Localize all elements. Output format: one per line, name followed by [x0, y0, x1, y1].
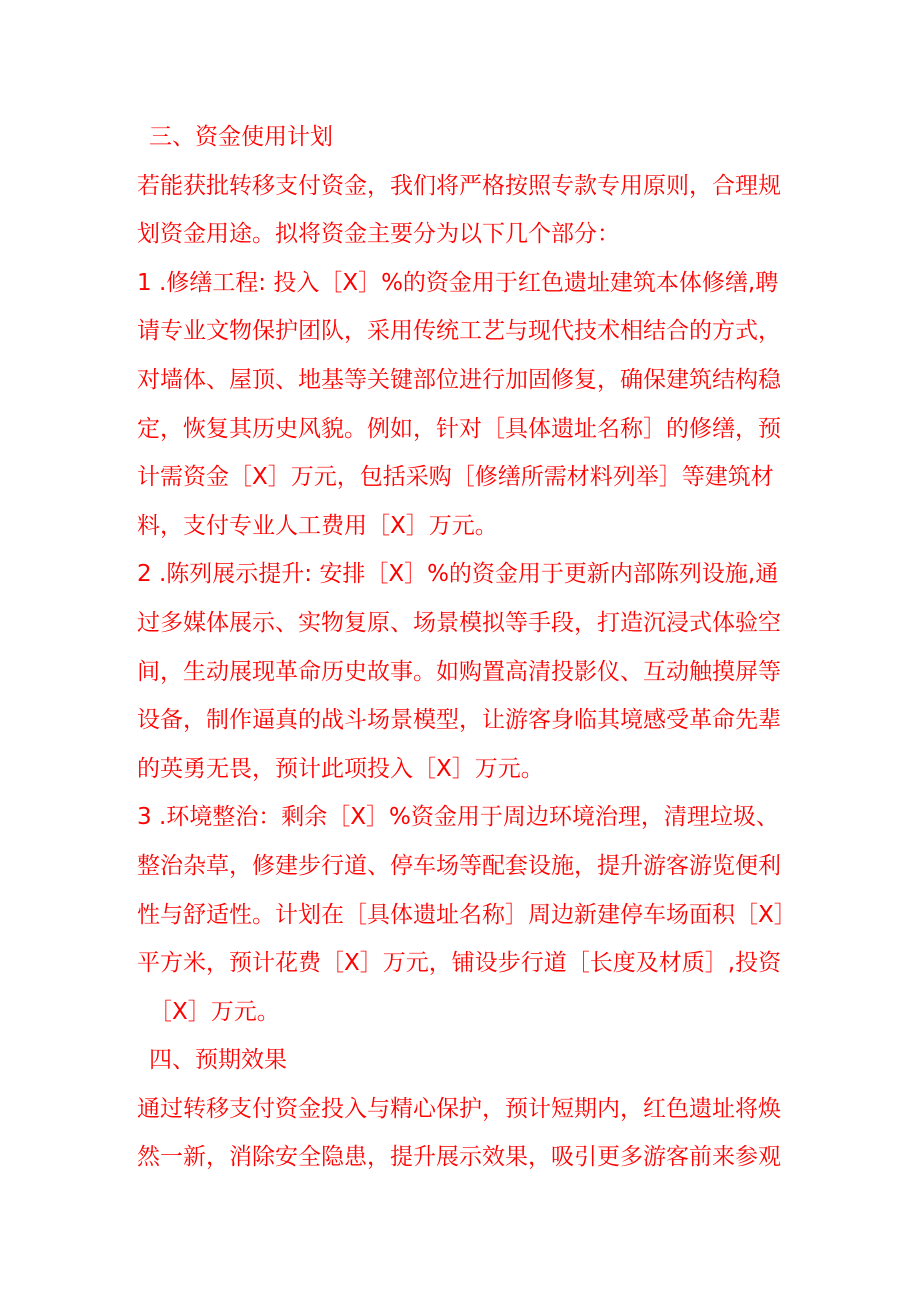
list-item-environment: 3 .环境整治：剩余［X］%资金用于周边环境治理，清理垃圾、 — [137, 804, 779, 831]
paragraph-line: 的英勇无畏，预计此项投入［X］万元。 — [137, 755, 544, 782]
paragraph-line: 间，生动展现革命历史故事。如购置高清投影仪、互动触摸屏等 — [137, 658, 781, 685]
list-item-exhibition: 2 .陈列展示提升: 安排［X］%的资金用于更新内部陈列设施,通 — [137, 561, 779, 588]
list-item-repair: 1 .修缮工程: 投入［X］%的资金用于红色遗址建筑本体修缮,聘 — [137, 269, 779, 296]
paragraph-line: 请专业文物保护团队，采用传统工艺与现代技术相结合的方式， — [137, 318, 781, 345]
document-body — [137, 113, 797, 1182]
paragraph-line: 然一新，消除安全隐患，提升展示效果，吸引更多游客前来参观 — [137, 1144, 781, 1171]
paragraph-line: 计需资金［X］万元，包括采购［修缮所需材料列举］等建筑材 — [137, 464, 774, 491]
paragraph-line: 对墙体、屋顶、地基等关键部位进行加固修复，确保建筑结构稳 — [137, 366, 781, 393]
section-heading-funding-plan: 三、资金使用计划 — [149, 124, 333, 150]
section-heading-expected-effect: 四、预期效果 — [149, 1047, 287, 1074]
paragraph-line: 平方米，预计花费［X］万元，铺设步行道［长度及材质］,投资 — [137, 950, 782, 977]
paragraph-line: 过多媒体展示、实物复原、场景模拟等手段，打造沉浸式体验空 — [137, 609, 781, 636]
paragraph-line: 性与舒适性。计划在［具体遗址名称］周边新建停车场面积［X］ — [137, 901, 797, 928]
paragraph-line: 定，恢复其历史风貌。例如，针对［具体遗址名称］的修缮，预 — [137, 415, 781, 442]
paragraph-line: 若能获批转移支付资金，我们将严格按照专款专用原则，合理规 — [137, 172, 781, 199]
paragraph-line: 料，支付专业人工费用［X］万元。 — [137, 512, 498, 539]
paragraph-line: 通过转移支付资金投入与精心保护，预计短期内，红色遗址将焕 — [137, 1095, 781, 1122]
paragraph-line: 划资金用途。拟将资金主要分为以下几个部分： — [137, 221, 620, 248]
paragraph-line: 整治杂草，修建步行道、停车场等配套设施，提升游客游览便利 — [137, 852, 781, 879]
paragraph-line: ［X］万元。 — [149, 998, 280, 1025]
paragraph-line: 设备，制作逼真的战斗场景模型，让游客身临其境感受革命先辈 — [137, 707, 781, 734]
